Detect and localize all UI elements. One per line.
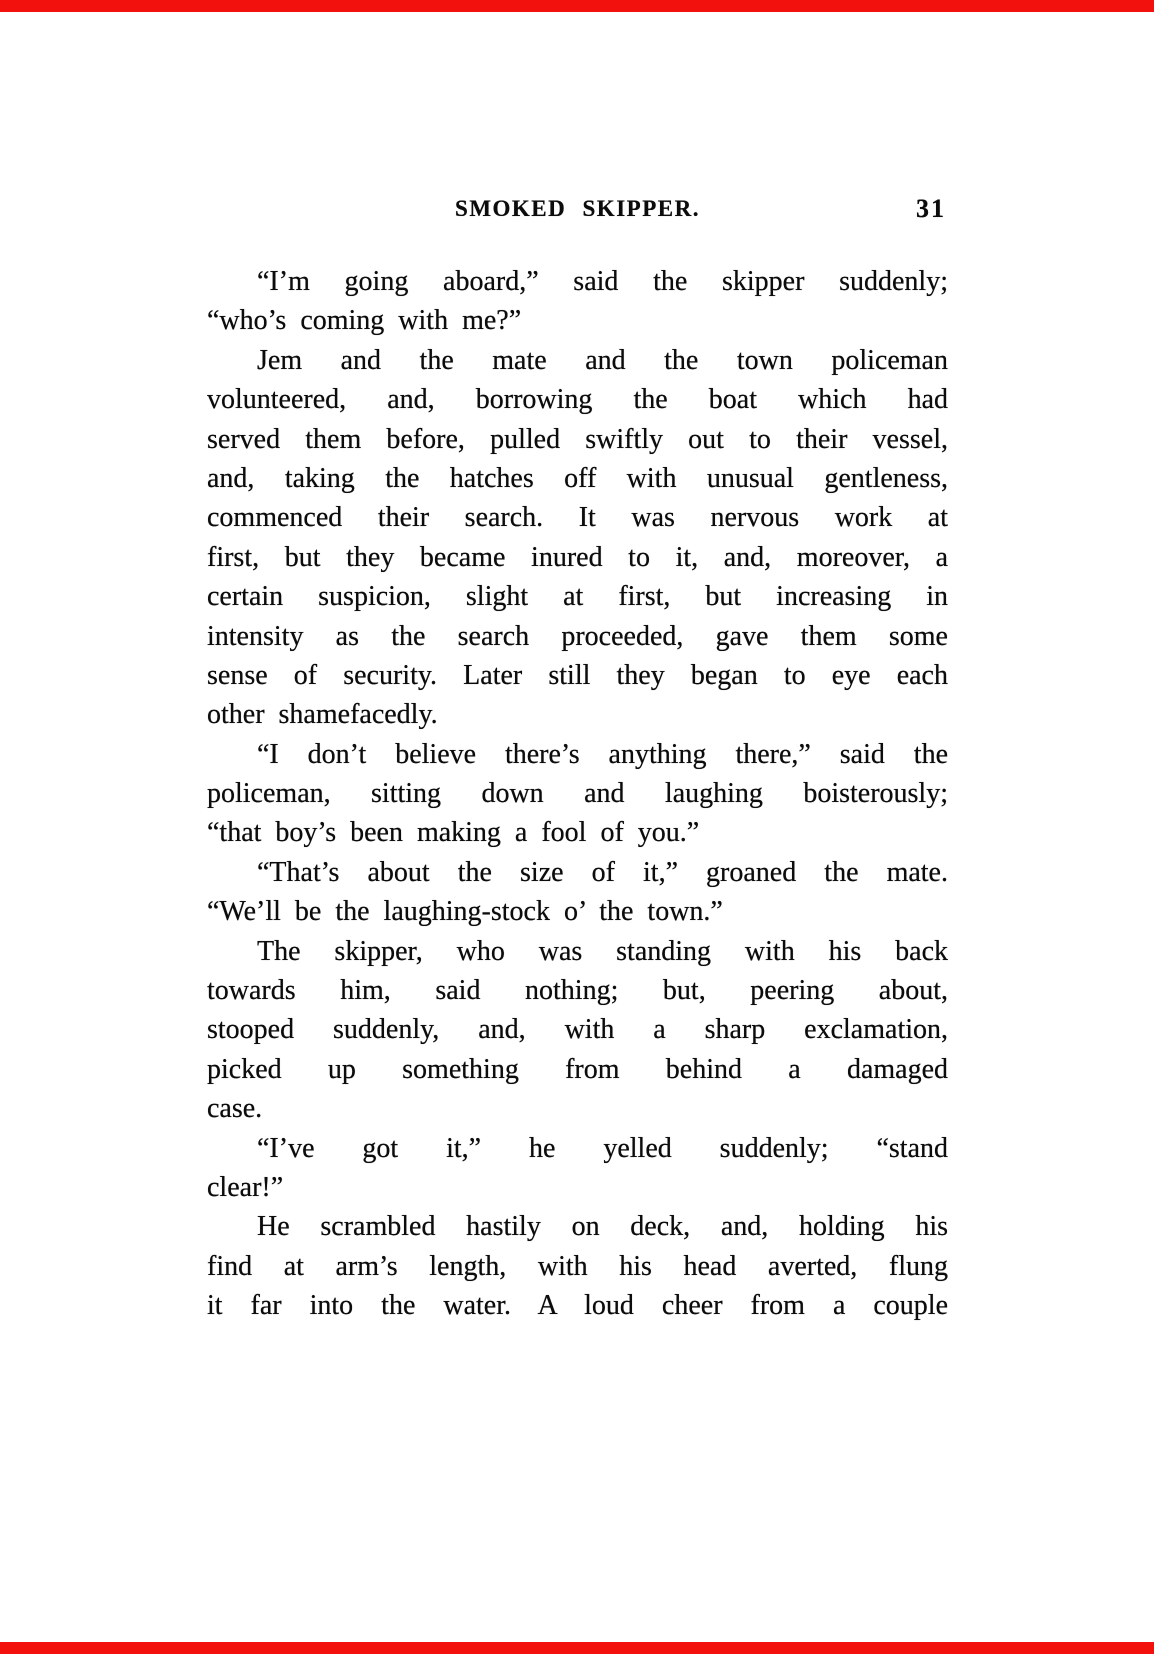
page-header-title: SMOKED SKIPPER. [455, 196, 700, 221]
text-line: certain suspicion, slight at first, but increasing in [207, 581, 948, 613]
text-line: “I don’t believe there’s anything there,” said the [257, 738, 948, 770]
scan-edge-bar-top [0, 0, 1154, 12]
text-line: intensity as the search proceeded, gave them some [207, 620, 948, 652]
text-line: towards him, said nothing; but, peering about, [207, 975, 948, 1007]
text-line: “I’ve got it,” he yelled suddenly; “stand [257, 1132, 948, 1164]
text-line: stooped suddenly, and, with a sharp exclamation, [207, 1014, 948, 1046]
text-line: clear!” [207, 1171, 284, 1203]
text-line: other shamefacedly. [207, 699, 438, 731]
text-line: and, taking the hatches off with unusual gentleness, [207, 462, 948, 494]
text-line: picked up something from behind a damaged [207, 1053, 948, 1085]
text-line: “I’m going aboard,” said the skipper suddenly; [257, 266, 948, 297]
text-line: served them before, pulled swiftly out to their vessel, [207, 423, 948, 455]
page-text [207, 262, 948, 1326]
text-line: The skipper, who was standing with his back [257, 935, 948, 967]
text-line: case. [207, 1093, 263, 1125]
text-line: He scrambled hastily on deck, and, holding his [257, 1211, 948, 1243]
text-line: “We’ll be the laughing-stock o’ the town.” [207, 896, 723, 928]
text-line: find at arm’s length, with his head averted, flung [207, 1250, 948, 1282]
text-line: volunteered, and, borrowing the boat which had [207, 384, 948, 416]
text-line: “that boy’s been making a fool of you.” [207, 817, 700, 849]
text-line: commenced their search. It was nervous work at [207, 502, 948, 534]
text-line: policeman, sitting down and laughing boisterously; [207, 778, 948, 810]
text-line: “That’s about the size of it,” groaned the mate. [257, 856, 948, 888]
text-line: Jem and the mate and the town policeman [257, 344, 948, 376]
text-line: it far into the water. A loud cheer from a couple [207, 1290, 948, 1322]
scan-edge-bar-bottom [0, 1642, 1154, 1654]
text-line: sense of security. Later still they began to eye each [207, 659, 948, 691]
running-head [207, 196, 948, 226]
text-line: first, but they became inured to it, and, moreover, a [207, 541, 948, 573]
page-number: 31 [916, 194, 946, 223]
text-line: “who’s coming with me?” [207, 305, 522, 337]
